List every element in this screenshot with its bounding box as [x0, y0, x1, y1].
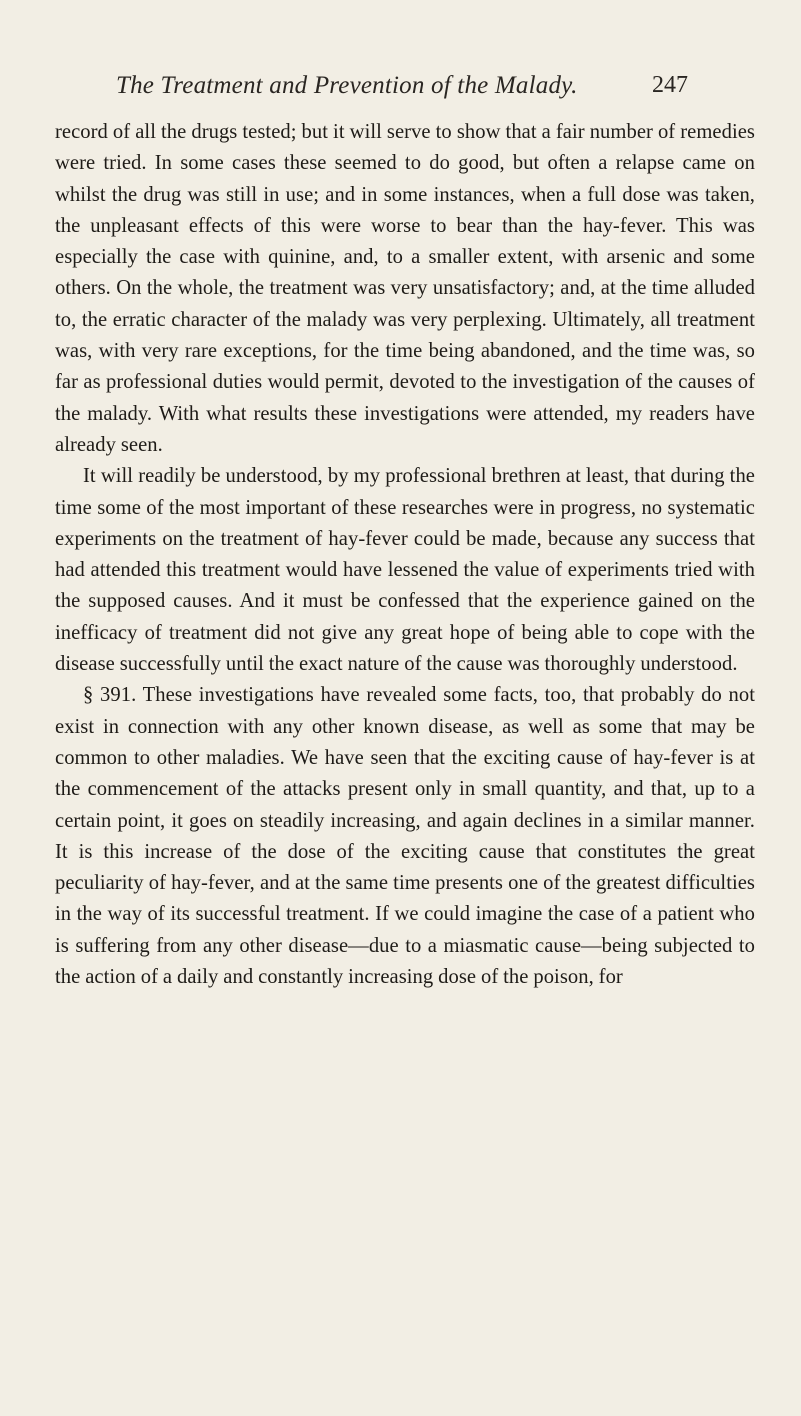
paragraph-professional-brethren: It will readily be understood, by my professional brethren at least, that during the time some of the most important of these researches were in progress, no systematic experiments on the treatment of hay-fever could be made, because any success that had attended this treatment would have lessened the value of experiments tried with the supposed causes. And it must be confessed that the experience gained on the inefficacy of treatment did not give any great hope of being able to cope with the disease successfully until the exact nature of the cause was thoroughly understood. [55, 465, 755, 676]
running-title: The Treatment and Prevention of the Malady. [116, 72, 578, 99]
paragraph-section-391: § 391. These investigations have revealed some facts, too, that probably do not exist in connection with any other known disease, as well as some that may be common to other maladies. We have seen that the exciting cause of hay-fever is at the commencement of the attacks present only in small quantity, and that, up to a certain point, it goes on steadily increasing, and again declines in a similar manner. It is this increase of the dose of the exciting cause that constitutes the great peculiarity of hay-fever, and at the same time presents one of the greatest difficulties in the way of its successful treatment. If we could imagine the case of a patient who is suffering from any other disease—due to a miasmatic cause—being subjected to the action of a daily and constantly increasing dose of the poison, for [55, 684, 755, 989]
paragraph-continuation: record of all the drugs tested; but it will serve to show that a fair number of remedies were tried. In some cases these seemed to do good, but often a relapse came on whilst the drug was still in use; and in some instances, when a full dose was taken, the unpleasant effects of this were worse to bear than the hay-fever. This was especially the case with quinine, and, to a smaller extent, with arsenic and some others. On the whole, the treatment was very unsatisfactory; and, at the time alluded to, the erratic character of the malady was very perplexing. Ultimately, all treatment was, with very rare exceptions, for the time being abandoned, and the time was, so far as professional duties would permit, devoted to the investigation of the causes of the malady. With what results these investigations were attended, my readers have already seen. [55, 121, 755, 456]
running-head [108, 72, 688, 104]
body-text [55, 117, 755, 993]
page-number: 247 [652, 72, 688, 98]
